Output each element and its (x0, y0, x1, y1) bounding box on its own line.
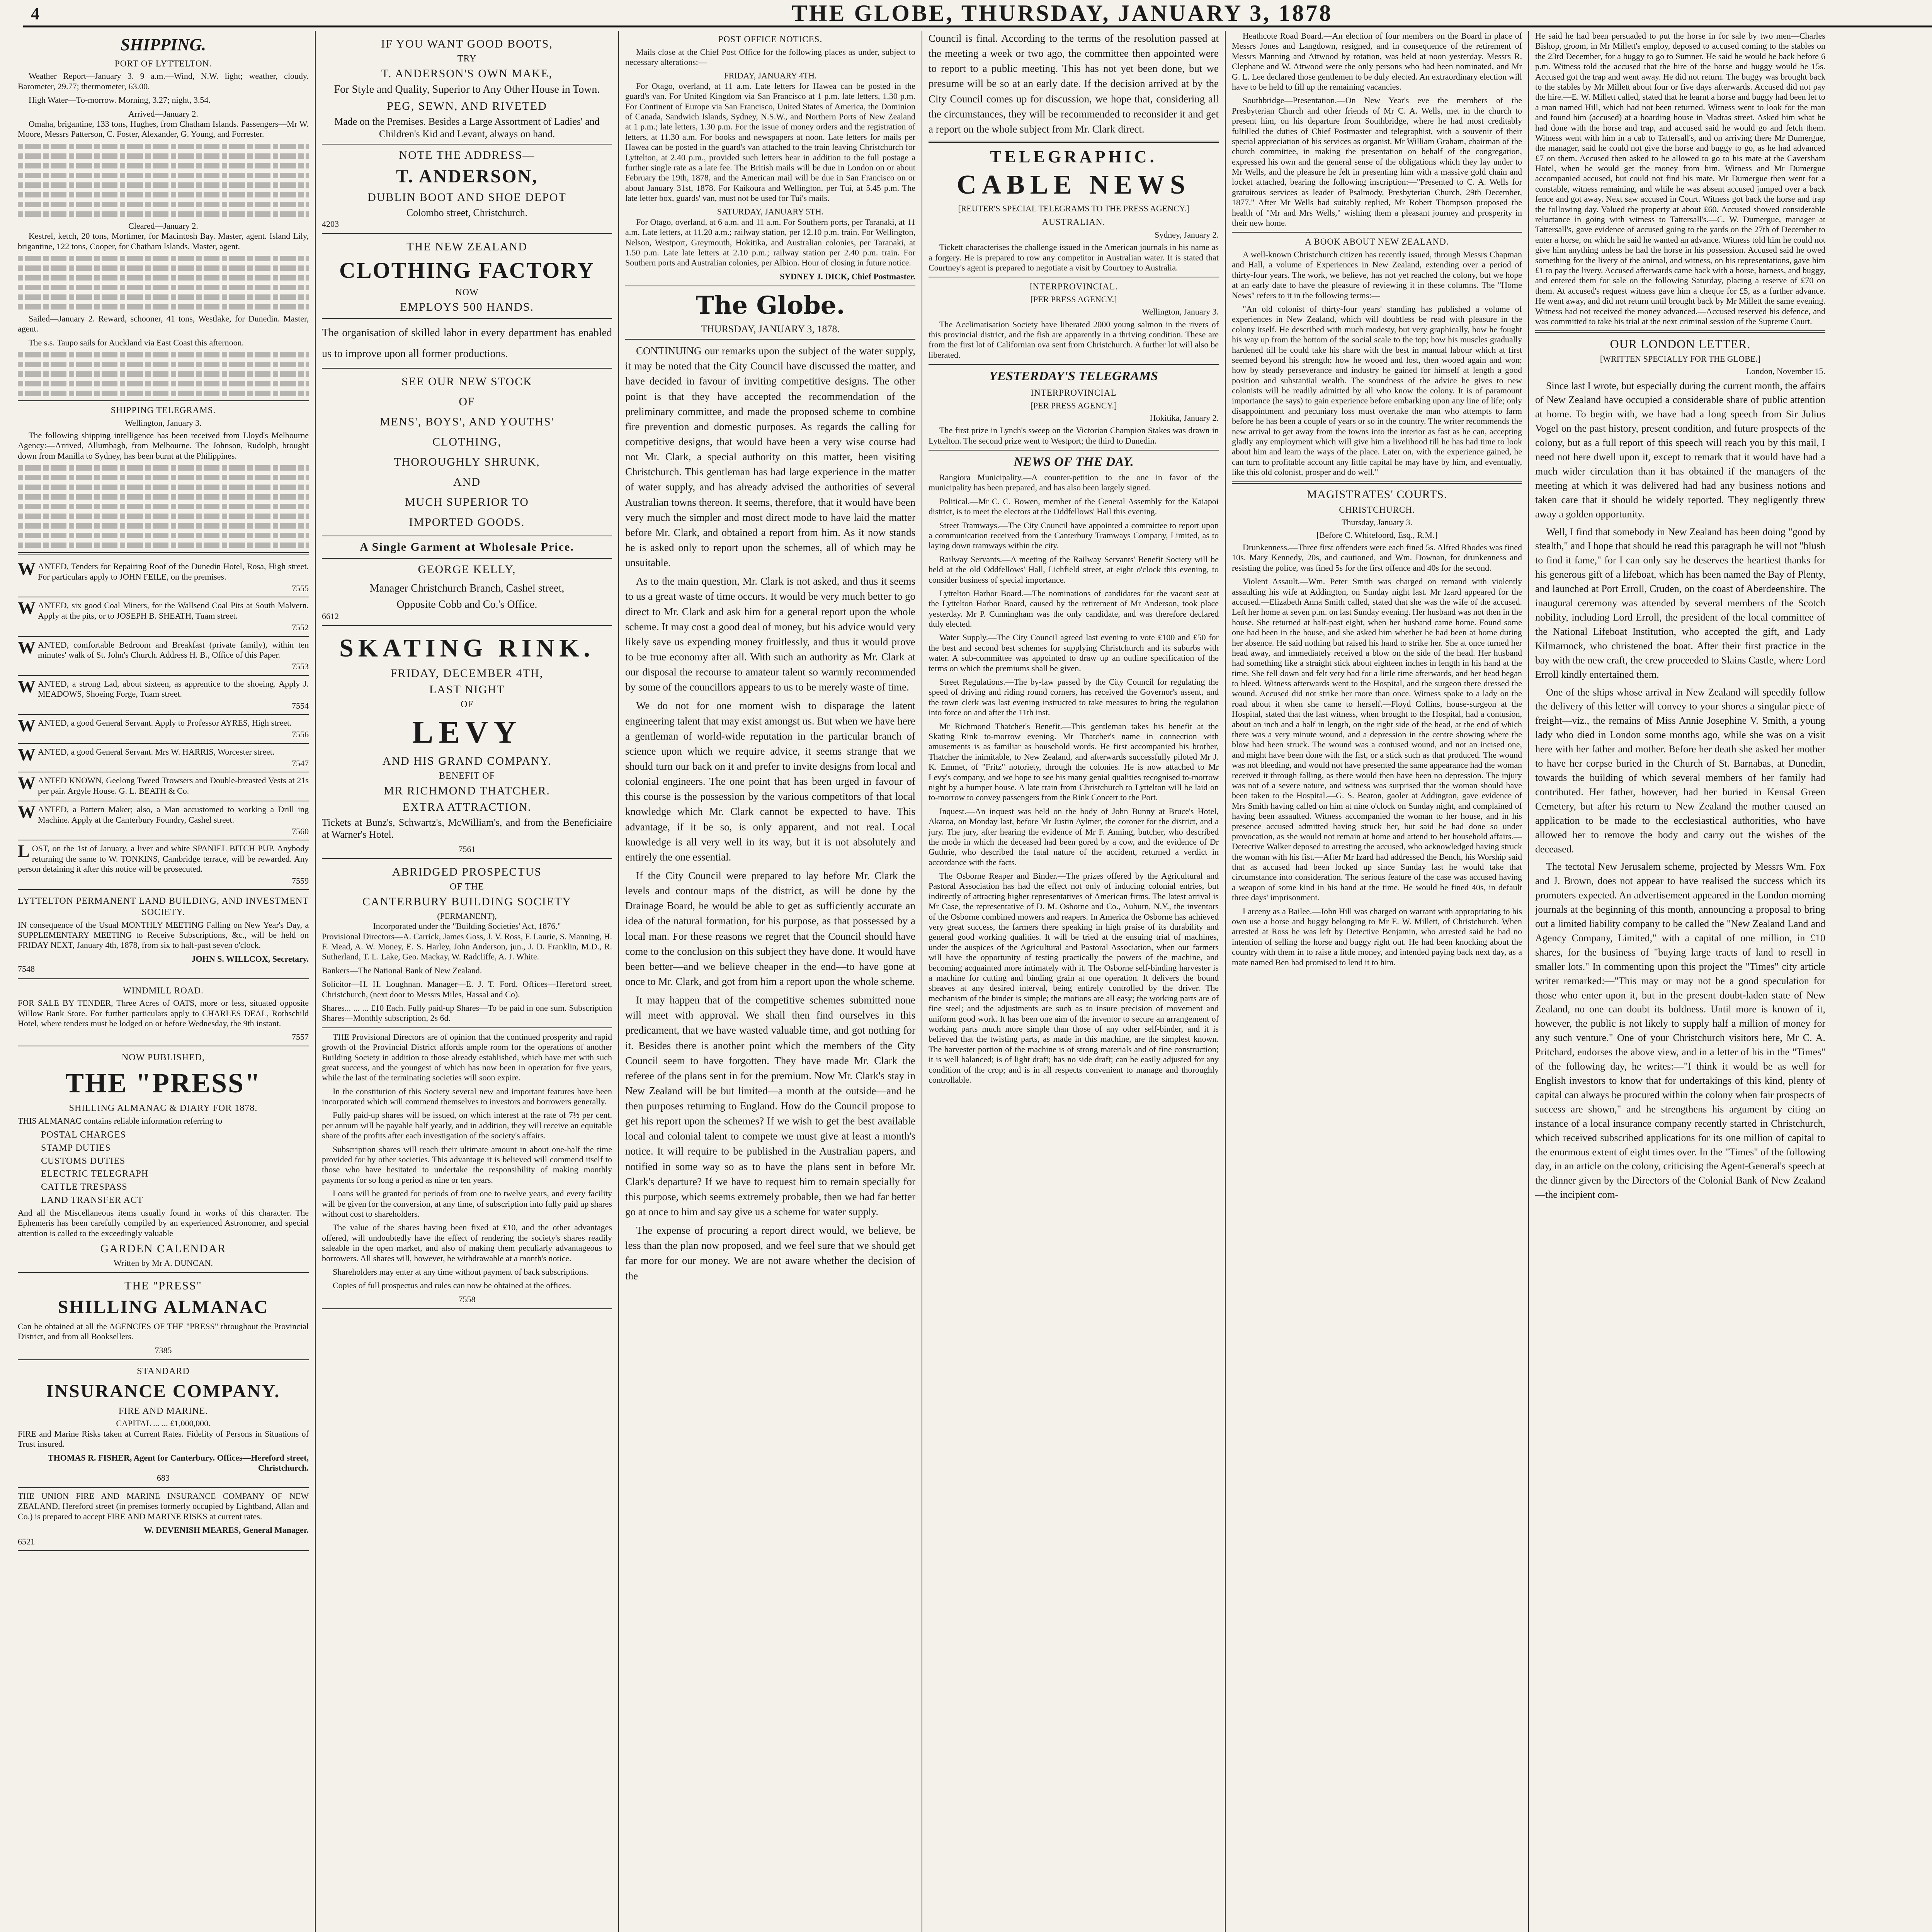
classified-ad (18, 840, 309, 890)
shilling-number: 7385 (155, 1345, 172, 1355)
paragraph: The tectotal New Jerusalem scheme, projected by Messrs Wm. Fox and J. Brown, does not appear to have realised the success which its promoters expected. An advertisement appeared in the London morning journals at the beginning of this month, announcing a proposal to bring out a limited liability company to be called the "New Zealand Land and Agency Company, Limited," with a capital of one million, in £10 shares, for the business of "buying large tracts of land to resell in smaller lots." In commenting upon this project the "Times" city article writer remarked:—"This may or may not be a good speculation for those who enter upon it, but in the present doubt-laden state of New Zealand, no one can doubt its boldness. Until more is known of it, however, the public is not likely to supply half a million of money for any such venture." One of your Christchurch visitors here, Mr C. A. Pritchard, endorses the above view, and in a letter of his in the "Times" of the following day, he writes:—"I think it would be as well for English investors to know that for undertakings of this kind, plenty of capital can always be procured within the colony when fair prospects of success are shown," and he strengthens his argument by citing an instance of a local insurance company recently started in Christchurch, which received subscribed applications for its one million of capital to the enormous extent of eight times over. In the "Times" of the following day, in an article on the colony, criticising the Agent-General's speech at the dinner given by the Directors of the Colonial Bank of New Zealand—the incipient com- (1535, 861, 1825, 1201)
almanac-item: CATTLE TRESPASS (41, 1182, 128, 1192)
shilling-heading: THE "PRESS" (124, 1279, 202, 1293)
drop-cap: W (18, 744, 36, 764)
paragraph: Political.—Mr C. C. Bowen, member of the General Assembly for the Kaiapoi district, is to meet the electors at the Oddfellows' Hall this evening. (929, 496, 1219, 517)
magistrates-continued (1535, 31, 1825, 327)
building-heading: LYTTELTON PERMANENT LAND BUILDING, AND INVESTMENT SOCIETY. (18, 896, 309, 917)
boots-name: T. ANDERSON'S OWN MAKE, (381, 67, 553, 80)
ad-number: 7554 (292, 701, 309, 711)
paragraph: In the constitution of this Society several new and important features have been incorporated which will commend themselves to investors and borrowers generally. (322, 1086, 612, 1107)
standard-insurance-ad (18, 1360, 309, 1488)
factory-now: NOW (455, 287, 479, 298)
telegram-filler (18, 465, 309, 548)
garden-calendar: GARDEN CALENDAR (100, 1242, 226, 1255)
arrived-text: Omaha, brigantine, 133 tons, Hughes, from Chatham Islands. Passengers—Mr W. Moore, Messrs Patterson, C. Foster, Alexander, G. Young, and Forrester. (18, 119, 309, 139)
friday-heading: FRIDAY, JANUARY 4TH. (724, 71, 817, 81)
boots-heading: IF YOU WANT GOOD BOOTS, (381, 37, 553, 50)
drop-cap: W (18, 559, 36, 579)
stock-line: MUCH SUPERIOR TO (405, 495, 529, 509)
yesterday-text: The first prize in Lynch's sweep on the Victorian Champion Stakes was drawn in Lyttelton. The second prize went to Westport; the third to Dunedin. (929, 425, 1219, 446)
drop-cap: W (18, 715, 36, 735)
high-water: High Water—To-morrow. Morning, 3.27; night, 3.54. (29, 95, 211, 105)
page-number: 4 (31, 4, 39, 23)
yesterday-subheading: INTERPROVINCIAL (1031, 388, 1117, 398)
paragraph: The Osborne Reaper and Binder.—The prizes offered by the Agricultural and Pastoral Association has had the effect not only of inducing colonial entries, but indirectly of attracting higher representatives of American firms. The latest arrival is Mr Case, the representative of D. M. Osborne and Co., Auburn, N.Y., the inventors of the Osborne combined mowers and reapers. In America the Osborne has achieved very great success, the farmers there speaking in high praise of its durability and general good working qualities. It will be tried at the ensuing trial of machines, under the auspices of the Agricultural and Pastoral Association, when our farmers will have the opportunity of testing practically the powers of the machine, and becoming acquainted more intimately with it. The Osborne self-binding harvester is a machine for cutting and binding grain at one operation. It delivers the bound sheaves at any desired interval, being entirely controlled by the driver. The mechanism of the binder is simple; the motions are all easy; the working parts are of fine steel; and the adjustments are such as to insure precision of movement and uniform good work. It has been one aim of the inventor to secure an arrangement of working parts much more simple than those of any other self-binder, and it is believed that the twisting parts, as made in this machine, are the simplest known. The harvester portion of the machine is of strong materials and of fine construction; it is well balanced; is of light draft; has no side draft; can be easily adjusted for any condition of the crop; and is in all respects convenient to manage and thoroughly controllable. (929, 871, 1219, 1085)
prospectus-name: CANTERBURY BUILDING SOCIETY (362, 895, 572, 908)
ad-number: 7555 (292, 583, 309, 594)
paragraph: Violent Assault.—Wm. Peter Smith was charged on remand with violently assaulting his wife at Addington, on Sunday night last. Mr Izard appeared for the accused.—Elizabeth Anna Smith called, stated that she was the wife of the accused. Left her home at seven p.m. on last Sunday evening. Her husband was not then in the house. She returned at half-past eight, when her husband came home. Found some one had been in the house, and she asked him whether he had been at home during her absence. He said nothing but raised his hand to strike her. She at once turned her head away, and immediately received a blow on the side of the head. Her husband had something like a straight stick about eighteen inches in length in his hand at the time. She fell down and felt very bad for a little time afterwards, and her head began to bleed. Witness afterwards went to the Hospital, and the surgeon there dressed the wound. Accused did not strike her more than once. Witness spoke to a lady on the road about it when she came to herself.—Floyd Collins, house-surgeon at the Hospital, stated that the last witness, when brought to the Hospital, had a contusion, about an inch and a half in length, on the right side of the head, at the end of which there was a very minute wound, and a depression in the centre showing where the blow had been struck. The wound was a contused wound, and not an incised one, and might have been done with the fist, or a stick such as that produced. The wound was not bleeding, and would not have presented the same appearance had the woman received it through falling, as there would then have been no depression. The injury was not of a severe nature, and witness was surprised that the woman should have been taken to the Hospital.—G. S. Beaton, gaoler at Addington, gave evidence of Mrs Smith having called on him at nine o'clock on Sunday night, and complained of having been assaulted. Witness accompanied the woman to her house, and in his presence accused admitted having struck her, but said he had done so under provocation, as she would not remain at home and attend to her household affairs.—Detective Walker deposed to arresting the accused, who acknowledged having struck the woman with his fist.—After Mr Izard had addressed the Bench, his Worship said that as accused had been locked up since Sunday last he would take that circumstance into consideration. The serious feature of the case was accused having a weapon of some kind in his hand at the time. He would be fined 40s, in default three days' imprisonment. (1232, 577, 1522, 903)
column-2 (315, 31, 618, 1932)
paragraph: "An old colonist of thirty-four years' standing has published a volume of experiences in New Zealand, which will doubtless be read with pleasure in the colony itself. He described with much modesty, but very graphically, how he fought his way up from the bottom of the social scale to the top; how his muscles gradually hardened till he could take his share with the best in manual labour which at first seemed beyond his strength; how he wooed and lost, then wooed again and won; how by steady perseverance and industry he gained for himself at length a good position and substantial wealth. The soundness of the advice he gives to new colonists will be readily admitted by all who know the colony. It is of paramount importance (he says) to gain experience before embarking upon any line of life; only disappointment and pecuniary loss must overtake the man who attempts to farm before he has been a couple of years or so in the country. The writer recommends the new arrival to get away from the towns into the interior as fast as he can, accepting gladly any employment which will give him a livelihood till he has had time to look about him and learn the ways of the place. Later on, with the experience gained, he can turn to profitable account any little capital he may have by him, and eventually, like this old colonist, prosper and do well." (1232, 304, 1522, 477)
saturday-mails: For Otago, overland, at 6 a.m. and 11 a.m. For Southern ports, per Taranaki, at 11 a.m. Late letters, at 11.20 a.m.; railway station, per 12.10 p.m. train. For Wellington, Nelson, Westport, Greymouth, Hokitika, and Australian colonies, per Taranaki, at 1.50 p.m. Late late letters at 2.10 p.m.; railway station per 2.40 p.m. train. For Southern ports and Australian colonies, per Albion. Hour of closing in future notice. (625, 217, 915, 268)
paragraph: THE Provisional Directors are of opinion that the continued prosperity and rapid growth of the Provincial District affords ample room for the operations of another Building Society in addition to those already established, which have met with such great success, and the youngest of which has now been in operation for five years, while the last of the terminating societies will soon expire. (322, 1032, 612, 1083)
standard-text: FIRE and Marine Risks taken at Current Rates. Fidelity of Persons in Situations of Trust insured. (18, 1429, 309, 1449)
rink-extra: EXTRA ATTRACTION. (402, 801, 532, 814)
paragraph: Street Regulations.—The by-law passed by the City Council for regulating the speed of driving and riding round corners, has received the Governor's assent, and the town clerk was last evening instructed to take measures to bring the regulation into force on and after the 11th inst. (929, 677, 1219, 718)
ad-text: ANTED, a Pattern Maker; also, a Man accustomed to working a Drill ing Machine. Apply at the Canterbury Foundry, Cashel street. (38, 804, 309, 825)
reuter-note: [REUTER'S SPECIAL TELEGRAMS TO THE PRESS AGENCY.] (958, 203, 1189, 213)
anderson-name: T. ANDERSON, (396, 166, 538, 187)
yesterday-dateline: Hokitika, January 2. (1150, 413, 1219, 423)
news-of-the-day-heading: NEWS OF THE DAY. (1014, 455, 1134, 469)
press-title: THE "PRESS" (65, 1067, 262, 1099)
london-letter-body (1535, 379, 1825, 1202)
paragraph: He said he had been persuaded to put the horse in for sale by two men—Charles Bishop, groom, in Mr Millett's employ, deposed to accused coming to the stables on the 23rd December, for a buggy to go to Sumner. He said he would be back before 6 p.m. Witness told the accused that the hire of the horse and buggy would be 15s. Accused got the trap and went away. He did not return. The buggy was brought back to the stables by Mr Millett about four or five days afterwards. Accused did not pay the hire.—E. W. Millett called, stated that he learnt a horse and buggy had been let to a man named Hill, which had not been returned. Witness went to look for the man and found him (accused) at a boarding house in Madras street. Asked him what he had done with the horse and trap, and accused said he would go and fetch them. Witness went with him in a cab to Tattersall's, and on arriving there Mr Dumergue, the manager, said he could not give the horse and buggy to go, as he had advanced £7 on them. Accused then asked to be allowed to go to his mate at the Caversham Hotel, when he would get the money from him. Witness and Mr Dumergue accompanied accused, but could not find his mate. Mr Dumergue then went for a constable, witness remaining, and while he was absent accused jumped over a back fence and got away. Next saw accused in Court. Witness got back the horse and trap the following day. Valued the property at about £60. Accused showed considerable reluctance in going with witness to Tattersall's.—C. W. Dumergue, manager at Tattersall's, gave evidence of accused going to the yards on the 27th of December to enter a horse, on which he said he wanted an advance. Witness told him he could not give him anything unless he had the horse in his possession. Accused said he owed something for the livery of the animal, and witness, on his representations, gave him £1 to pay the livery. Accused afterwards came back with a horse, harness, and buggy, and entered them for sale on the following Saturday, placing a reserve of £70 on them. At accused's request witness gave him a cheque for £5, as a further advance. He went away, and did not return until brought back by Mr Millett the same evening. Witness had not received the money advanced.—Accused reserved his defence, and was committed to take his trial at the next criminal session of the Supreme Court. (1535, 31, 1825, 326)
weather-report: Weather Report—January 3. 9 a.m.—Wind, N.W. light; weather, cloudy. Barometer, 29.77; thermometer, 63.00. (18, 71, 309, 91)
masthead-rule (23, 26, 1932, 27)
news-items (929, 473, 1219, 1085)
paragraph: A well-known Christchurch citizen has recently issued, through Messrs Chapman and Hall, a volume of Experiences in New Zealand, extending over a period of thirty-four years. The work, we believe, has not yet reached the colony, but we hope at an early date to have the pleasure of reviewing it in these columns. The "Home News" refers to it in the following terms:— (1232, 250, 1522, 300)
drop-cap: W (18, 773, 36, 793)
columns (12, 31, 1932, 1932)
shipping-heading: SHIPPING. (120, 35, 206, 54)
paragraph: Well, I find that somebody in New Zealand has been doing "good by stealth," and I hope that should he read this paragraph he will not "blush to find it fame," for I can only say he deserves the heartiest thanks for his generous gift of a lifeboat, which has been named the Bay of Plenty, and launched at Port Erroll, Cruden, on the coast of Aberdeenshire. The inaugural ceremony was attended by several members of the Scotch nobility, including Lord Erroll, the president of the local committee of the National Lifeboat Institution, who accepted the gift, and Lady Kilmarnock, who christened the boat. After their first practice in the bay with the new craft, the crew proceeded to Slains Castle, where Lord Erroll kindly entertained them. (1535, 526, 1825, 680)
rink-title: SKATING RINK. (339, 634, 595, 663)
standard-signature: THOMAS R. FISHER, Agent for Canterbury. Offices—Hereford street, Christchurch. (48, 1452, 309, 1473)
ad-text: OST, on the 1st of January, a liver and white SPANIEL BITCH PUP. Anybody returning the same to W. TONKINS, Cambridge terrace, will be rewarded. Any person detaining it after this notice will be prosecuted. (18, 844, 309, 874)
paragraph: Mr Richmond Thatcher's Benefit.—This gentleman takes his benefit at the Skating Rink to-morrow evening. Mr Thatcher's name in connection with amusements is as familiar as household words. He first accompanied his brother, Thatcher the inimitable, to New Zealand, and afterwards successfully piloted Mr J. K. Emmet, of "Fritz" notoriety, through the colonies. He is now attached to Mr Levy's company, and we hope to see his many genial qualities recognised to-morrow night by a bumper house. A late train from Christchurch to Lyttelton will be laid on to-morrow to convey passengers from the Rink Concert to the Port. (929, 721, 1219, 803)
magistrates-before: [Before C. Whitefoord, Esq., R.M.] (1316, 530, 1437, 540)
london-letter-heading: OUR LONDON LETTER. (1610, 337, 1751, 351)
almanac-item: CUSTOMS DUTIES (41, 1156, 126, 1166)
paragraph: Copies of full prospectus and rules can now be obtained at the offices. (333, 1281, 571, 1291)
classified-ad (18, 744, 309, 773)
yesterday-agency: [PER PRESS AGENCY.] (1030, 400, 1117, 410)
boots-text-2: Made on the Premises. Besides a Large Assortment of Ladies' and Children's Kid and Levant, always on hand. (334, 116, 600, 139)
prospectus-solicitor: Solicitor—H. H. Loughnan. Manager—E. J. T. Ford. Offices—Hereford street, Christchurch, (next door to Messrs Miles, Hassal and Co). (322, 979, 612, 999)
yesterday-heading: YESTERDAY'S TELEGRAMS (989, 369, 1158, 384)
paragraph: Railway Servants.—A meeting of the Railway Servants' Benefit Society will be held at the old Oddfellows' Hall, Lichfield street, at eight o'clock this evening, to consider business of special importance. (929, 554, 1219, 585)
classified-ad (18, 597, 309, 636)
ad-text: ANTED, Tenders for Repairing Roof of the Dunedin Hotel, Rosa, High street. For particulars apply to JOHN FEILE, on the premises. (38, 561, 309, 582)
standard-number: 683 (157, 1473, 170, 1483)
saturday-heading: SATURDAY, JANUARY 5TH. (717, 207, 824, 217)
building-number: 7548 (18, 964, 35, 974)
paragraph: Fully paid-up shares will be issued, on which interest at the rate of 7½ per cent. per annum will be payable half yearly, and in addition, they will receive an equitable share of the profits after each investigation of the society's affairs. (322, 1110, 612, 1141)
stock-line: THOROUGHLY SHRUNK, (394, 455, 540, 468)
standard-subtitle: FIRE AND MARINE. (118, 1406, 208, 1416)
classified-ad (18, 715, 309, 744)
prospectus-body (322, 1032, 612, 1291)
stock-lines (322, 375, 612, 529)
kelly-branch: Manager Christchurch Branch, Cashel street, (369, 582, 565, 594)
editorial (625, 344, 915, 1284)
telegraphic-heading: TELEGRAPHIC. (990, 147, 1157, 166)
paragraph: Larceny as a Bailee.—John Hill was charged on warrant with appropriating to his own use a horse and buggy belonging to Mr E. W. Millett, of Christchurch. When arrested at Ross he was left by Detective Benjamin, who arrested said he had no intention of selling the horse and buggy right out. He had been knocking about the country with them in to raise a little money, and intended paying back next day, as a mate named Ben had promised to lend it to him. (1232, 906, 1522, 967)
rink-levy: LEVY (412, 714, 522, 750)
classified-ad (18, 676, 309, 715)
ad-text: ANTED KNOWN, Geelong Tweed Trowsers and Double-breasted Vests at 21s per pair. Argyle House. G. L. BEATH & Co. (38, 776, 309, 796)
london-letter-special: [WRITTEN SPECIALLY FOR THE GLOBE.] (1600, 354, 1761, 364)
prospectus-ad (322, 859, 612, 1309)
paragraph: Inquest.—An inquest was held on the body of John Bunny at Bruce's Hotel, Akaroa, on Monday last, before Mr Justin Aylmer, the coroner for the district, and a jury. The jury, after hearing the evidence of Mr F. Anning, butcher, who described the mode in which the deceased had been gored by a cow, and the evidence of Dr Guthrie, who described the fatal nature of the accident, returned a verdict in accordance with the facts. (929, 806, 1219, 867)
paragraph: It may happen that of the competitive schemes submitted none will meet with approval. We shall then find ourselves in this predicament, that we have wasted valuable time, and got nothing for it. Besides there is another point which the members of the City Council seem to have forgotten. They have made Mr. Clark the referee of the plans sent in for the premium. Now Mr. Clark's stay in New Zealand will be but limited—a month at the outside—and he then purposes returning to England. How do the Council propose to get his report upon the schemes? If we wish to get the best available local and colonial talent to compete we must give at least a month's notice. It will require to be published in the Australian papers, and notified in some way so as to have the plans sent in before Mr. Clark's departure? If we have to request him to remain specially for this purpose, which seems extremely probable, then we had far better go at once to him and say give us a scheme for water supply. (625, 994, 915, 1218)
magistrates-heading: MAGISTRATES' COURTS. (1306, 488, 1447, 501)
boots-text: For Style and Quality, Superior to Any Other House in Town. (334, 83, 600, 95)
paragraph: As to the main question, Mr. Clark is not asked, and thus it seems to us a great waste of time occurs. It would be very much better to go direct to Mr. Clark and ask him for a general report upon the whole scheme. It may cost a good deal of money, but his advice would very likely save us expending money fruitlessly, and thus it would prove to be true economy after all. With such an authority as Mr. Clark at our disposal the recourse to amateur talent so warmly recommended by some of the councillors appears to us to be merely waste of time. (625, 575, 915, 693)
interprovincial-heading: INTERPROVINCIAL. (1029, 282, 1118, 292)
telegram-dateline: Wellington, January 3. (125, 418, 202, 428)
cleared-text: Kestrel, ketch, 20 tons, Mortimer, for Macintosh Bay. Master, agent. Island Lily, brigantine, 122 tons, Cooper, for Chatham Islands. Master, agent. (18, 231, 309, 251)
garden-author: Written by Mr A. DUNCAN. (114, 1258, 213, 1268)
drop-cap: L (18, 841, 30, 861)
paragraph: Street Tramways.—The City Council have appointed a committee to report upon a communication received from the Canterbury Tramways Company, Limited, as to laying down tramways within the city. (929, 520, 1219, 551)
press-items (18, 1129, 309, 1206)
masthead (12, 0, 1932, 27)
kelly-address: Opposite Cobb and Co.'s Office. (396, 599, 537, 611)
stock-line: IMPORTED GOODS. (409, 515, 525, 529)
kelly-name: GEORGE KELLY, (418, 563, 516, 576)
rink-tickets: Tickets at Bunz's, Schwartz's, McWilliam's, and from the Beneficiaire at Warner's Hotel. (322, 817, 612, 840)
boots-try: TRY (457, 54, 477, 64)
column-4 (922, 31, 1225, 1932)
rink-of: OF (461, 699, 473, 710)
classified-ad (18, 801, 309, 840)
post-office-intro: Mails close at the Chief Post Office for the following places as under, subject to necessary alterations:— (625, 47, 915, 67)
rink-last: LAST NIGHT (429, 683, 505, 696)
column-5 (1225, 31, 1528, 1932)
arrived-heading: Arrived—January 2. (128, 109, 198, 119)
union-text: THE UNION FIRE AND MARINE INSURANCE COMPANY OF NEW ZEALAND, Hereford street (in premises formerly occupied by Lightband, Allan and Co.) is prepared to accept FIRE AND MARINE RISKS at current rates. (18, 1491, 309, 1521)
column-6 (1528, 31, 1832, 1932)
paragraph: Water Supply.—The City Council agreed last evening to vote £100 and £50 for the best and second best schemes for supplying Christchurch and its suburbs with water. A sub-committee was appointed to draw up an outline specification of the terms on which the premiums shall be given. (929, 633, 1219, 673)
stock-line: CLOTHING, (432, 435, 502, 448)
stock-line: SEE OUR NEW STOCK (401, 375, 532, 388)
book-review (1232, 250, 1522, 478)
paragraph: We do not for one moment wish to disparage the latent engineering talent that may exist amongst us. But when we have here a gentleman of world-wide reputation in the particular branch of science upon which we require advice, it seems strange that we should turn our back on it and prefer to invite designs from local and colonial engineers. The one point that has been urged in favour of this course is the possession by the various competitors of that local knowledge which Mr. Clark cannot be expected to have. This advantage, if it be so, is only apparent, and not real. Local knowledge is all very well in its way, but it is not absolutely and entirely the one essential. (625, 700, 915, 863)
ad-text: ANTED, six good Coal Miners, for the Wallsend Coal Pits at South Malvern. Apply at the pits, or to JOSEPH B. SHEATH, Tuam street. (38, 600, 309, 621)
tugs-text: The s.s. Taupo sails for Auckland via East Coast this afternoon. (29, 337, 244, 347)
ad-number: 7547 (292, 759, 309, 769)
windmill-heading: WINDMILL ROAD. (123, 985, 204, 995)
building-signature: JOHN S. WILLCOX, Secretary. (191, 954, 309, 964)
single-garment: A Single Garment at Wholesale Price. (360, 540, 574, 553)
anderson-number: 4203 (322, 219, 339, 229)
ad-text: ANTED, a good General Servant. Mrs W. HARRIS, Worcester street. (38, 747, 275, 757)
prospectus-permanent: (PERMANENT), (437, 911, 497, 921)
globe-date: THURSDAY, JANUARY 3, 1878. (701, 323, 840, 335)
magistrates-city: CHRISTCHURCH. (1339, 505, 1415, 515)
magistrates-cases (1232, 543, 1522, 968)
cable-news-heading: CABLE NEWS (957, 170, 1190, 200)
drop-cap: W (18, 802, 36, 822)
drop-cap: W (18, 676, 36, 696)
clothing-factory-ad (322, 234, 612, 626)
paragraph: CONTINUING our remarks upon the subject of the water supply, it may be noted that the City Council have discussed the matter, and have decided in favour of inviting competitive designs. The other point is that they have accepted the recommendation of the preliminary committee, and made the proposed scheme to combine fire prevention and domestic purposes. As regards the calling for competitive designs, that would have been a very wise course had not Mr. Clark, a special authority on this matter, been visiting Christchurch. This gentleman has had large experience in the matter of water supply, and has already advised the authorities of several Australian towns thereon. It seems, therefore, that it would have been very much the simpler and most direct mode to have laid the matter before Mr. Clark, and obtained a report from him. As it now stands he is asked only to report upon the schemes, all of which may be unsuitable. (625, 345, 915, 569)
prospectus-shares: Shares... ... ... £10 Each. Fully paid-up Shares—To be paid in one sum. Subscription Shares—Monthly subscription, 2s 6d. (322, 1003, 612, 1023)
ad-text: ANTED, a good General Servant. Apply to Professor AYRES, High street. (38, 718, 292, 728)
australian-dateline: Sydney, January 2. (1155, 230, 1219, 240)
drop-cap: W (18, 637, 36, 657)
paragraph: The expense of procuring a report direct would, we believe, be less than the plan now proposed, and we feel sure that we should get far more for our money. We are not aware whether the decision of the (625, 1225, 915, 1282)
classified-ad (18, 558, 309, 597)
factory-text: The organisation of skilled labor in every department has enabled us to improve upon all former productions. (322, 327, 612, 360)
anderson-depot: DUBLIN BOOT AND SHOE DEPOT (367, 191, 566, 204)
friday-mails: For Otago, overland, at 11 a.m. Late letters for Hawea can be posted in the guard's van. For United Kingdom via San Francisco at 1 p.m. late letters, 1.30 p.m. For Continent of Europe via San Francisco, United States of America, the Dominion of Canada, Sandwich Islands, Sydney, N.S.W., and Northern Ports of New Zealand at 1 p.m.; late letters, 1.30 p.m. For the issue of money orders and the registration of letters, at 11.30 a.m. For books and newspapers at noon. Late letters for mails per Hawea can be posted in the guard's van attached to the train leaving Christchurch for Lyttelton, at 2.40 p.m., provided such letters bear in addition to the full postage a further single rate as a late fee. The British mails will be due in London on or about February the 19th, 1878, and the American mail will be due in San Francisco on or about January 31st, 1878. For Kaikoura and Wellington, per Tui, at 5.45 p.m. The late letter box, guards' van, must not be used for Tui's mails. (625, 81, 915, 203)
building-text: IN consequence of the Usual MONTHLY MEETING Falling on New Year's Day, a SUPPLEMENTARY MEETING to Receive Subscriptions, &c., will be held on FRIDAY NEXT, January 4th, 1878, from six to half-past seven o'clock. (18, 920, 309, 950)
shipping-filler (18, 144, 309, 217)
port-heading: PORT OF LYTTELTON. (115, 58, 212, 68)
note-address: NOTE THE ADDRESS— (399, 148, 535, 162)
classified-ad (18, 772, 309, 801)
ad-text: ANTED, comfortable Bedroom and Breakfast (private family), within ten minutes' walk of St. John's Church. Address H. B., Office of this Paper. (38, 639, 309, 660)
rink-thatcher: MR RICHMOND THATCHER. (384, 784, 550, 798)
ad-number: 7560 (292, 827, 309, 837)
paragraph: Lyttelton Harbor Board.—The nominations of candidates for the vacant seat at the Lyttelton Harbor Board, caused by the retirement of Mr Anderson, took place yesterday. Mr P. Cunningham was the only candidate, and was therefore declared duly elected. (929, 588, 1219, 629)
cleared-heading: Cleared—January 2. (128, 221, 198, 231)
factory-employs: EMPLOYS 500 HANDS. (400, 301, 534, 314)
stock-line: AND (453, 475, 481, 488)
australian-text: Tickett characterises the challenge issued in the American journals in his name as a forgery. He is prepared to row any competitor in Australian water. It is stated that Courtney's agent is prepared to negotiate a visit by Courtney to Australia. (929, 242, 1219, 272)
skating-rink-ad (322, 626, 612, 859)
union-signature: W. DEVENISH MEARES, General Manager. (144, 1525, 309, 1535)
stock-line: MENS', BOYS', AND YOUTHS' (380, 415, 554, 428)
book-heading: A BOOK ABOUT NEW ZEALAND. (1305, 237, 1449, 247)
paragraph: Subscription shares will reach their ultimate amount in about one-half the time provided for by other societies. This advantage it is believed will commend itself to those who have hesitated to undertake the responsibility of making monthly payments for so long a period as nine or ten years. (322, 1144, 612, 1185)
press-text: THIS ALMANAC contains reliable information referring to (18, 1116, 223, 1126)
factory-title: CLOTHING FACTORY (339, 257, 595, 283)
australian-heading: AUSTRALIAN. (1042, 217, 1105, 227)
union-insurance-ad (18, 1488, 309, 1551)
rink-number: 7561 (458, 844, 476, 854)
interprovincial-agency: [PER PRESS AGENCY.] (1030, 294, 1117, 304)
almanac-item: LAND TRANSFER ACT (41, 1195, 143, 1206)
prospectus-incorporated: Incorporated under the "Building Societies' Act, 1876." (373, 921, 561, 931)
windmill-text: FOR SALE BY TENDER, Three Acres of OATS, more or less, situated opposite Willow Bank Store. For further particulars apply to CHARLES DEAL, Rothschild Hotel, where tenders must be lodged on or before Wednesday, the 9th instant. (18, 998, 309, 1028)
press-text-2: And all the Miscellaneous items usually found in works of this character. The Ephemeris has been carefully compiled by an experienced Astronomer, and special attention is called to the exceedingly valuable (18, 1208, 309, 1238)
press-subtitle: SHILLING ALMANAC & DIARY FOR 1878. (69, 1103, 258, 1113)
rink-date: FRIDAY, DECEMBER 4TH, (390, 667, 544, 680)
paragraph: If the City Council were prepared to lay before Mr. Clark the levels and contour maps of the district, as will be done by the Drainage Board, he would be able to get as sufficiently accurate an idea of the natural formation, for his purpose, as that possessed by a local man. For these reasons we regret that the Council should have come to the conclusion on this subject they have done. It would have been better—and we believe cheaper in the end—to have gone at once to Mr. Clark, and got from him a report upon the whole scheme. (625, 869, 915, 987)
editorial-continued: Council is final. According to the terms of the resolution passed at the meeting a week or two ago, the committee then appointed were to report to a public meeting. This has not yet been done, but we presume will be so at an early date. If the decision arrived at by the City Council comes up for discussion, we hope that, considering all the circumstances, they will be recommended to reconsider it and get a report on the whole subject from Mr. Clark direct. (929, 32, 1219, 135)
prospectus-number: 7558 (458, 1294, 476, 1304)
paragraph: Southbridge—Presentation.—On New Year's eve the members of the Presbyterian Church and other friends of Mr C. A. Wells, met in the church to present him, on his departure from Southbridge, where he had most creditably fulfilled the duties of Chief Postmaster and telegraphist, with a souvenir of their special appreciation of his services as organist. Mr William Graham, chairman of the church committee, in making the presentation on behalf of the congregation, expressed his own and the general sense of the obligations which they lay under to Mr Wells, and the pleasure he felt in presenting him with a massive gold chain and locket attached, bearing the following inscription:—"Presented to C. A. Wells for gratuitous services as leader of Psalmody, Presbyterian Church, 29th December, 1877." After Mr Wells had suitably replied, Mr Robert Thompson proposed the health of "Mr and Mrs Wells," wishing them a pleasant journey and prosperity in their new home. (1232, 95, 1522, 228)
ad-number: 7556 (292, 730, 309, 740)
cleared-filler (18, 256, 309, 310)
post-office-heading: POST OFFICE NOTICES. (718, 34, 823, 44)
shilling-text: Can be obtained at all the AGENCIES OF THE "PRESS" throughout the Provincial District, and from all Booksellers. (18, 1321, 309, 1342)
press-heading: NOW PUBLISHED, (122, 1052, 205, 1063)
standard-title: INSURANCE COMPANY. (46, 1381, 281, 1401)
rink-company: AND HIS GRAND COMPANY. (382, 755, 552, 768)
interprovincial-dateline: Wellington, January 3. (1142, 307, 1219, 317)
paragraph: Shareholders may enter at any time without payment of back subscriptions. (333, 1267, 589, 1277)
paragraph: Heathcote Road Board.—An election of four members on the Board in place of Messrs Jones and Langdown, resigned, and in consequence of the retirement of Messrs Manning and Attwood by rotation, was held at noon yesterday. Messrs R. Clephane and W. Attwood were the only persons who had been nominated, and Mr G. L. Lee declared those gentlemen to be duly elected. An extraordinary election will have to be held to fill up the remaining vacancies. (1232, 31, 1522, 92)
almanac-item: STAMP DUTIES (41, 1143, 111, 1153)
standard-capital: CAPITAL ... ... £1,000,000. (116, 1418, 211, 1429)
rink-benefit: BENEFIT OF (439, 771, 495, 781)
ad-number: 7552 (292, 622, 309, 633)
magistrates-date: Thursday, January 3. (1341, 517, 1413, 527)
stock-line: OF (459, 395, 475, 408)
boots-ad (322, 31, 612, 234)
kelly-number: 6612 (322, 611, 339, 621)
ad-number: 7553 (292, 662, 309, 672)
shilling-title: SHILLING ALMANAC (58, 1297, 269, 1318)
factory-heading: THE NEW ZEALAND (406, 240, 527, 253)
prospectus-bankers: Bankers—The National Bank of New Zealand. (322, 965, 482, 975)
ad-text: ANTED, a strong Lad, about sixteen, as apprentice to the shoeing. Apply J. MEADOWS, Shoeing Forge, Tuam street. (38, 679, 309, 699)
interprovincial-text: The Acclimatisation Society have liberated 2000 young salmon in the rivers of this provincial district, and the fish are apparently in a thriving condition. These are from the first lot of Californian ova sent from Christchurch. A further lot will also be liberated. (929, 319, 1219, 360)
prospectus-directors: Provisional Directors—A. Carrick, James Goss, J. V. Ross, F. Laurie, S. Manning, H. F. Mead, A. W. Money, E. S. Harley, John Anderson, jun., J. D. Franklin, M.D., R. Sutherland, T. L. Lake, Geo. Mackay, W. Radcliffe, A. J. White. (322, 931, 612, 962)
sailed-text: Sailed—January 2. Reward, schooner, 41 tons, Westlake, for Dunedin. Master, agent. (18, 313, 309, 334)
almanac-item: ELECTRIC TELEGRAPH (41, 1169, 149, 1179)
paragraph: Rangiora Municipality.—A counter-petition to the one in favor of the municipality has been prepared, and has also been largely signed. (929, 473, 1219, 493)
telegram-text: The following shipping intelligence has been received from Lloyd's Melbourne Agency:—Arrived, Allumbagh, from Melbourne. The Johnson, Rudolph, brought down from Manilla to Sydney, has been burnt at the Philippines. (18, 430, 309, 461)
paragraph: The value of the shares having been fixed at £10, and the other advantages offered, will undoubtedly have the effect of rendering the society's shares readily saleable in the open market, and also of making them peculiarly advantageous to borrowers. All shares will, however, be withdrawable at a month's notice. (322, 1223, 612, 1263)
london-letter-date: London, November 15. (1746, 366, 1825, 376)
postmaster-signature: SYDNEY J. DICK, Chief Postmaster. (780, 271, 915, 281)
masthead-title: THE GLOBE, THURSDAY, JANUARY 3, 1878 (791, 0, 1333, 26)
shilling-almanac-ad (18, 1273, 309, 1360)
news-items-continued (1232, 31, 1522, 228)
boots-sewn: PEG, SEWN, AND RIVETED (387, 100, 547, 113)
column-1 (12, 31, 315, 1932)
building-society-ad (18, 890, 309, 979)
prospectus-heading: ABRIDGED PROSPECTUS (392, 866, 542, 879)
telegrams-heading: SHIPPING TELEGRAMS. (111, 405, 216, 415)
almanac-item: POSTAL CHARGES (41, 1130, 126, 1140)
windmill-ad (18, 979, 309, 1046)
classified-ad (18, 637, 309, 676)
anderson-address: Colombo street, Christchurch. (406, 207, 528, 219)
paragraph: One of the ships whose arrival in New Zealand will speedily follow the delivery of this letter will convey to your shores a singular piece of freight—viz., the remains of Miss Annie Josephine V. Smith, a young lady who died in London some months ago, while she was on a visit here with her father and mother. Before her death she asked her mother to have her corpse buried in the Church of St. Barnabas, at Dunedin, towards the building of which several members of her family had contributed. Her father, however, had her buried in Kensal Green Cemetery, but after his return to New Zealand the mother caused an application to be made to the ecclesiastical authorities, who have allowed her to remove the body and carry out the wishes of the deceased. (1535, 686, 1825, 855)
paragraph: Loans will be granted for periods of from one to twelve years, and every facility will be given for the conversion, at any time, of subscription into fully paid up shares without cost to shareholders. (322, 1189, 612, 1219)
classified-ads (18, 558, 309, 890)
column-3 (618, 31, 922, 1932)
paragraph: Drunkenness.—Three first offenders were each fined 5s. Alfred Rhodes was fined 10s. Mary Kennedy, 20s, and cautioned, and Wm. Downan, for drunkenness and resisting the police, was fined 5s for the first offence and 40s for the second. (1232, 542, 1522, 573)
ad-number: 7559 (292, 876, 309, 886)
the-globe-heading: The Globe. (696, 291, 845, 320)
prospectus-of: OF THE (450, 882, 484, 892)
drop-cap: W (18, 598, 36, 618)
union-number: 6521 (18, 1537, 35, 1547)
windmill-number: 7557 (292, 1032, 309, 1042)
standard-heading: STANDARD (137, 1366, 190, 1377)
tugs-filler (18, 352, 309, 396)
paragraph: Since last I wrote, but especially during the current month, the affairs of New Zealand have occupied a considerable share of public attention at home. To begin with, we have had a long speech from Sir Julius Vogel on the past history, present condition, and future prospects of the colony, but as a full report of this speech will reach you by this mail, I need not here dwell upon it, except to remark that it would have had a much wider circulation than it has obtained if the managers of the meeting at which it was delivered had had any business notions and taken care that it should be widely reported. They negligently threw away a golden opportunity. (1535, 380, 1825, 520)
press-almanac-ad (18, 1046, 309, 1273)
